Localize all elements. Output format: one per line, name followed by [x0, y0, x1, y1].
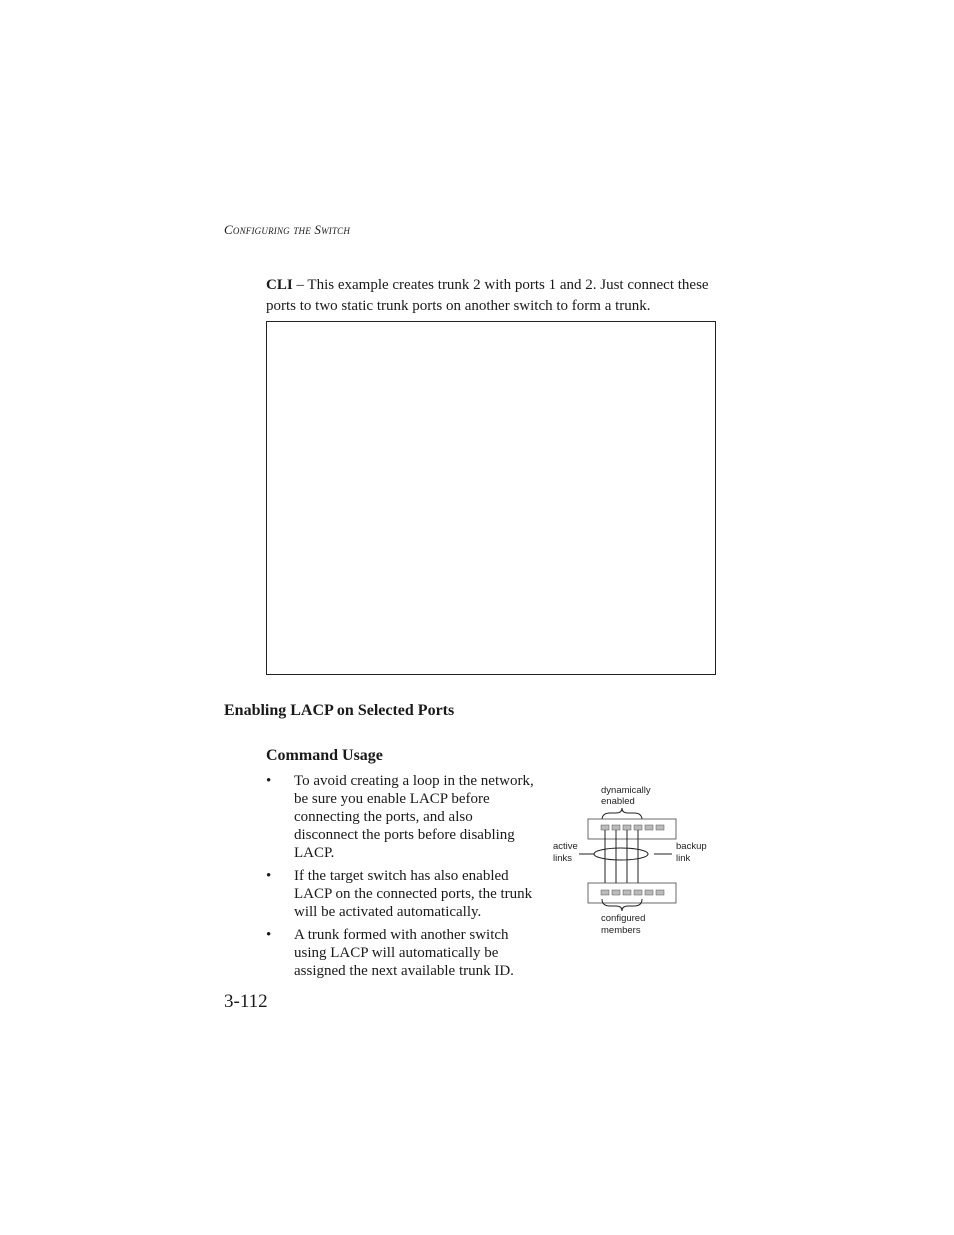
- command-usage-list: [266, 772, 538, 985]
- label-link: link: [676, 853, 691, 864]
- lacp-trunk-diagram: [548, 780, 718, 945]
- label-backup: backup: [676, 841, 707, 852]
- top-brace: [602, 808, 642, 820]
- bullet-text: To avoid creating a loop in the network, be sure you enable LACP before connecting the ports, and also disconnect the ports before disabling LACP.: [294, 773, 534, 861]
- bullet-text: If the target switch has also enabled LACP on the connected ports, the trunk will be activated automatically.: [294, 868, 533, 920]
- active-links-ellipse: [594, 848, 648, 860]
- intro-text: – This example creates trunk 2 with ports 1 and 2. Just connect these ports to two static trunk ports on another switch to form a trunk.: [266, 277, 709, 314]
- list-item: [266, 772, 538, 862]
- intro-paragraph: [266, 275, 726, 317]
- command-usage-title: Command Usage: [266, 747, 383, 764]
- bullet-marker: •: [266, 868, 272, 884]
- label-links: links: [553, 853, 573, 864]
- label-active: active: [553, 841, 578, 852]
- list-item: [266, 867, 538, 921]
- label-enabled: enabled: [601, 796, 635, 807]
- running-header: Configuring the Switch: [224, 222, 351, 237]
- section-title: Enabling LACP on Selected Ports: [224, 702, 455, 719]
- label-dynamically: dynamically: [601, 785, 651, 796]
- bullet-text: A trunk formed with another switch using LACP will automatically be assigned the next available trunk ID.: [294, 927, 514, 979]
- bullet-marker: •: [266, 927, 272, 943]
- page-number: 3-112: [224, 991, 268, 1012]
- label-configured: configured: [601, 913, 646, 924]
- bullet-marker: •: [266, 773, 272, 789]
- label-members: members: [601, 925, 641, 936]
- cli-example-box: [266, 321, 716, 675]
- intro-lead: CLI: [266, 277, 293, 293]
- list-item: [266, 926, 538, 980]
